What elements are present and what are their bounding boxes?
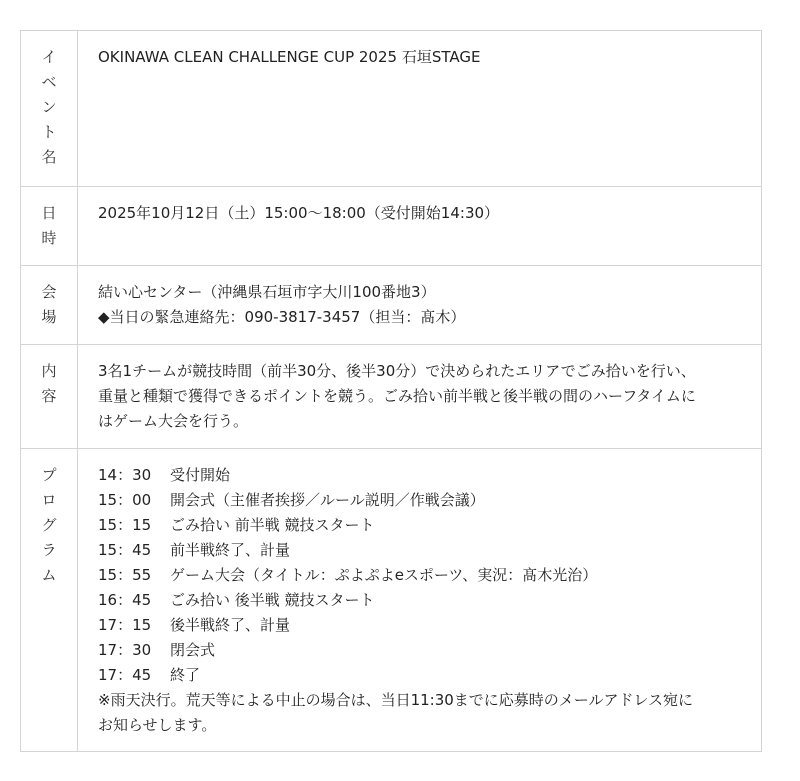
- schedule-time: 17：15: [98, 616, 152, 634]
- program-row: [21, 448, 761, 751]
- event-name-text: OKINAWA CLEAN CHALLENGE CUP 2025 石垣STAGE: [98, 48, 481, 66]
- label-char: 名: [41, 148, 57, 166]
- rain-note: ※雨天決行。荒天等による中止の場合は、当日11:30までに応募時のメールアドレス宛に: [98, 691, 694, 709]
- schedule-desc: 後半戦終了、計量: [170, 616, 291, 634]
- schedule-time: 15：15: [98, 516, 152, 534]
- schedule-item: [98, 488, 741, 513]
- description-label: [21, 345, 78, 448]
- description-row: [21, 344, 761, 448]
- label-char: グ: [41, 516, 57, 534]
- schedule-desc: 前半戦終了、計量: [170, 541, 291, 559]
- schedule-desc: 受付開始: [170, 466, 231, 484]
- label-char: ン: [41, 98, 57, 116]
- event-info-table: [20, 30, 762, 752]
- schedule-item: [98, 613, 741, 638]
- schedule-item: [98, 588, 741, 613]
- program-value: [78, 449, 761, 751]
- schedule-time: 15：45: [98, 541, 152, 559]
- schedule-time: 15：00: [98, 491, 152, 509]
- schedule-item: [98, 513, 741, 538]
- schedule-item: [98, 563, 741, 588]
- emergency-contact: ◆当日の緊急連絡先：090-3817-3457（担当：髙木）: [98, 308, 466, 326]
- venue-value: [78, 266, 761, 344]
- schedule-time: 16：45: [98, 591, 152, 609]
- description-line: 3名1チームが競技時間（前半30分、後半30分）で決められたエリアでごみ拾いを行い、: [98, 362, 696, 380]
- event-name-label: [21, 31, 78, 186]
- label-char: 日: [41, 204, 57, 222]
- label-char: ム: [41, 566, 57, 584]
- label-char: ロ: [41, 491, 57, 509]
- schedule-desc: ごみ拾い 後半戦 競技スタート: [170, 591, 375, 609]
- label-char: ト: [41, 123, 57, 141]
- schedule-time: 14：30: [98, 466, 152, 484]
- schedule-item: [98, 638, 741, 663]
- schedule-item: [98, 663, 741, 688]
- datetime-text: 2025年10月12日（土）15:00〜18:00（受付開始14:30）: [98, 204, 500, 222]
- schedule-desc: ごみ拾い 前半戦 競技スタート: [170, 516, 375, 534]
- venue-address: 結い心センター（沖縄県石垣市字大川100番地3）: [98, 283, 436, 301]
- label-char: 時: [41, 229, 57, 247]
- schedule-item: [98, 538, 741, 563]
- label-char: イ: [41, 48, 57, 66]
- description-line: 重量と種類で獲得できるポイントを競う。ごみ拾い前半戦と後半戦の間のハーフタイムに: [98, 387, 696, 405]
- label-char: 容: [41, 387, 57, 405]
- label-char: ラ: [41, 541, 57, 559]
- rain-note: お知らせします。: [98, 716, 217, 734]
- label-char: 場: [41, 308, 57, 326]
- event-name-value: [78, 31, 761, 186]
- program-label: [21, 449, 78, 751]
- datetime-row: [21, 186, 761, 265]
- label-char: ベ: [41, 73, 57, 91]
- datetime-value: [78, 187, 761, 265]
- event-name-row: [21, 31, 761, 186]
- description-line: はゲーム大会を行う。: [98, 412, 249, 430]
- label-char: プ: [41, 466, 57, 484]
- schedule-desc: 開会式（主催者挨拶／ルール説明／作戦会議）: [170, 491, 485, 509]
- schedule-item: [98, 463, 741, 488]
- schedule-desc: 閉会式: [170, 641, 216, 659]
- label-char: 会: [41, 283, 57, 301]
- venue-row: [21, 265, 761, 344]
- description-value: [78, 345, 761, 448]
- datetime-label: [21, 187, 78, 265]
- schedule-desc: 終了: [170, 666, 201, 684]
- schedule-time: 17：45: [98, 666, 152, 684]
- schedule-time: 15：55: [98, 566, 152, 584]
- schedule-time: 17：30: [98, 641, 152, 659]
- label-char: 内: [41, 362, 57, 380]
- schedule-desc: ゲーム大会（タイトル：ぷよぷよeスポーツ、実況：髙木光治）: [170, 566, 598, 584]
- venue-label: [21, 266, 78, 344]
